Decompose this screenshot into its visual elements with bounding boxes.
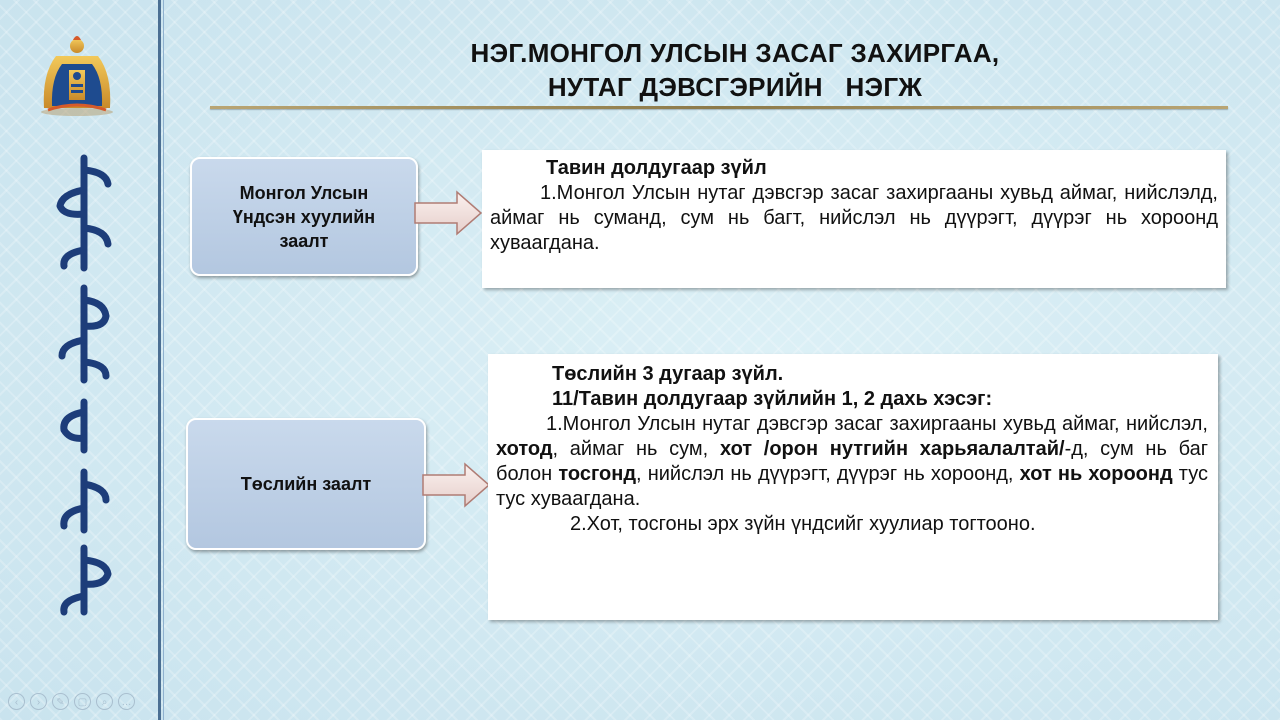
label-1-line-1: Монгол Улсын xyxy=(239,182,369,203)
constitution-provision-label xyxy=(190,157,418,276)
p1-text-e: -д, сум нь баг болон xyxy=(496,438,1209,485)
previous-slide-button[interactable]: ‹ xyxy=(8,693,25,710)
slideshow-controls xyxy=(8,693,135,710)
constitution-article-panel xyxy=(482,150,1226,288)
draft-article-panel xyxy=(488,354,1218,620)
p1-bold-tosgond: тосгонд xyxy=(558,463,637,485)
title-line-1: НЭГ.МОНГОЛ УЛСЫН ЗАСАГ ЗАХИРГАА, xyxy=(470,38,1000,68)
draft-paragraph-2: 2.Хот, тосгоны эрх зүйн үндсийг хуулиар тогтооно. xyxy=(570,513,1036,535)
p1-text-a: 1.Монгол Улсын нутаг дэвсгэр засаг захиргааны хувьд аймаг, нийслэл, xyxy=(546,413,1208,435)
draft-provision-label xyxy=(186,418,426,550)
draft-paragraph-1 xyxy=(496,412,1208,512)
slide-title xyxy=(330,36,1140,104)
sidebar-divider xyxy=(158,0,161,720)
p1-text-i: тус тус хуваагдана. xyxy=(496,463,1208,510)
sidebar-divider-thin xyxy=(163,0,164,720)
arrow-right-icon xyxy=(413,190,483,236)
p1-bold-hot-horoond: хот нь хороонд xyxy=(1019,463,1173,485)
label-1-line-2: Үндсэн хуулийн xyxy=(232,206,376,227)
p1-bold-hotod: хотод xyxy=(496,438,553,460)
zoom-button[interactable]: ⌕ xyxy=(96,693,113,710)
more-options-button[interactable]: … xyxy=(118,693,135,710)
see-all-slides-button[interactable]: ▢ xyxy=(74,693,91,710)
title-line-2: НУТАГ ДЭВСГЭРИЙН НЭГЖ xyxy=(547,72,923,102)
soyombo-emblem-icon xyxy=(38,34,116,116)
label-2-text: Төслийн заалт xyxy=(240,474,372,494)
article-57-heading: Тавин долдугаар зүйл xyxy=(546,157,767,179)
next-slide-button[interactable]: › xyxy=(30,693,47,710)
label-1-line-3: заалт xyxy=(279,230,329,251)
title-underline xyxy=(210,106,1228,109)
p1-bold-hot-oron: хот /орон нутгийн харьяалалтай/ xyxy=(719,438,1065,460)
mongolian-script-decoration xyxy=(44,150,124,620)
p1-text-c: , аймаг нь сум, xyxy=(552,438,720,460)
arrow-right-icon xyxy=(421,462,491,508)
draft-article-heading: Төслийн 3 дугаар зүйл. xyxy=(552,363,784,385)
p1-text-g: , нийслэл нь дүүрэгт, дүүрэг нь хороонд, xyxy=(636,463,1020,485)
pen-tool-button[interactable]: ✎ xyxy=(52,693,69,710)
draft-section-heading: 11/Тавин долдугаар зүйлийн 1, 2 дахь хэсэг: xyxy=(552,388,993,410)
article-57-text: 1.Монгол Улсын нутаг дэвсгэр засаг захиргааны хувьд аймаг, нийслэлд, аймаг нь суманд, сум нь багт, нийслэл нь дүүрэгт, дүүрэг нь хороонд хуваагдана. xyxy=(490,182,1218,254)
